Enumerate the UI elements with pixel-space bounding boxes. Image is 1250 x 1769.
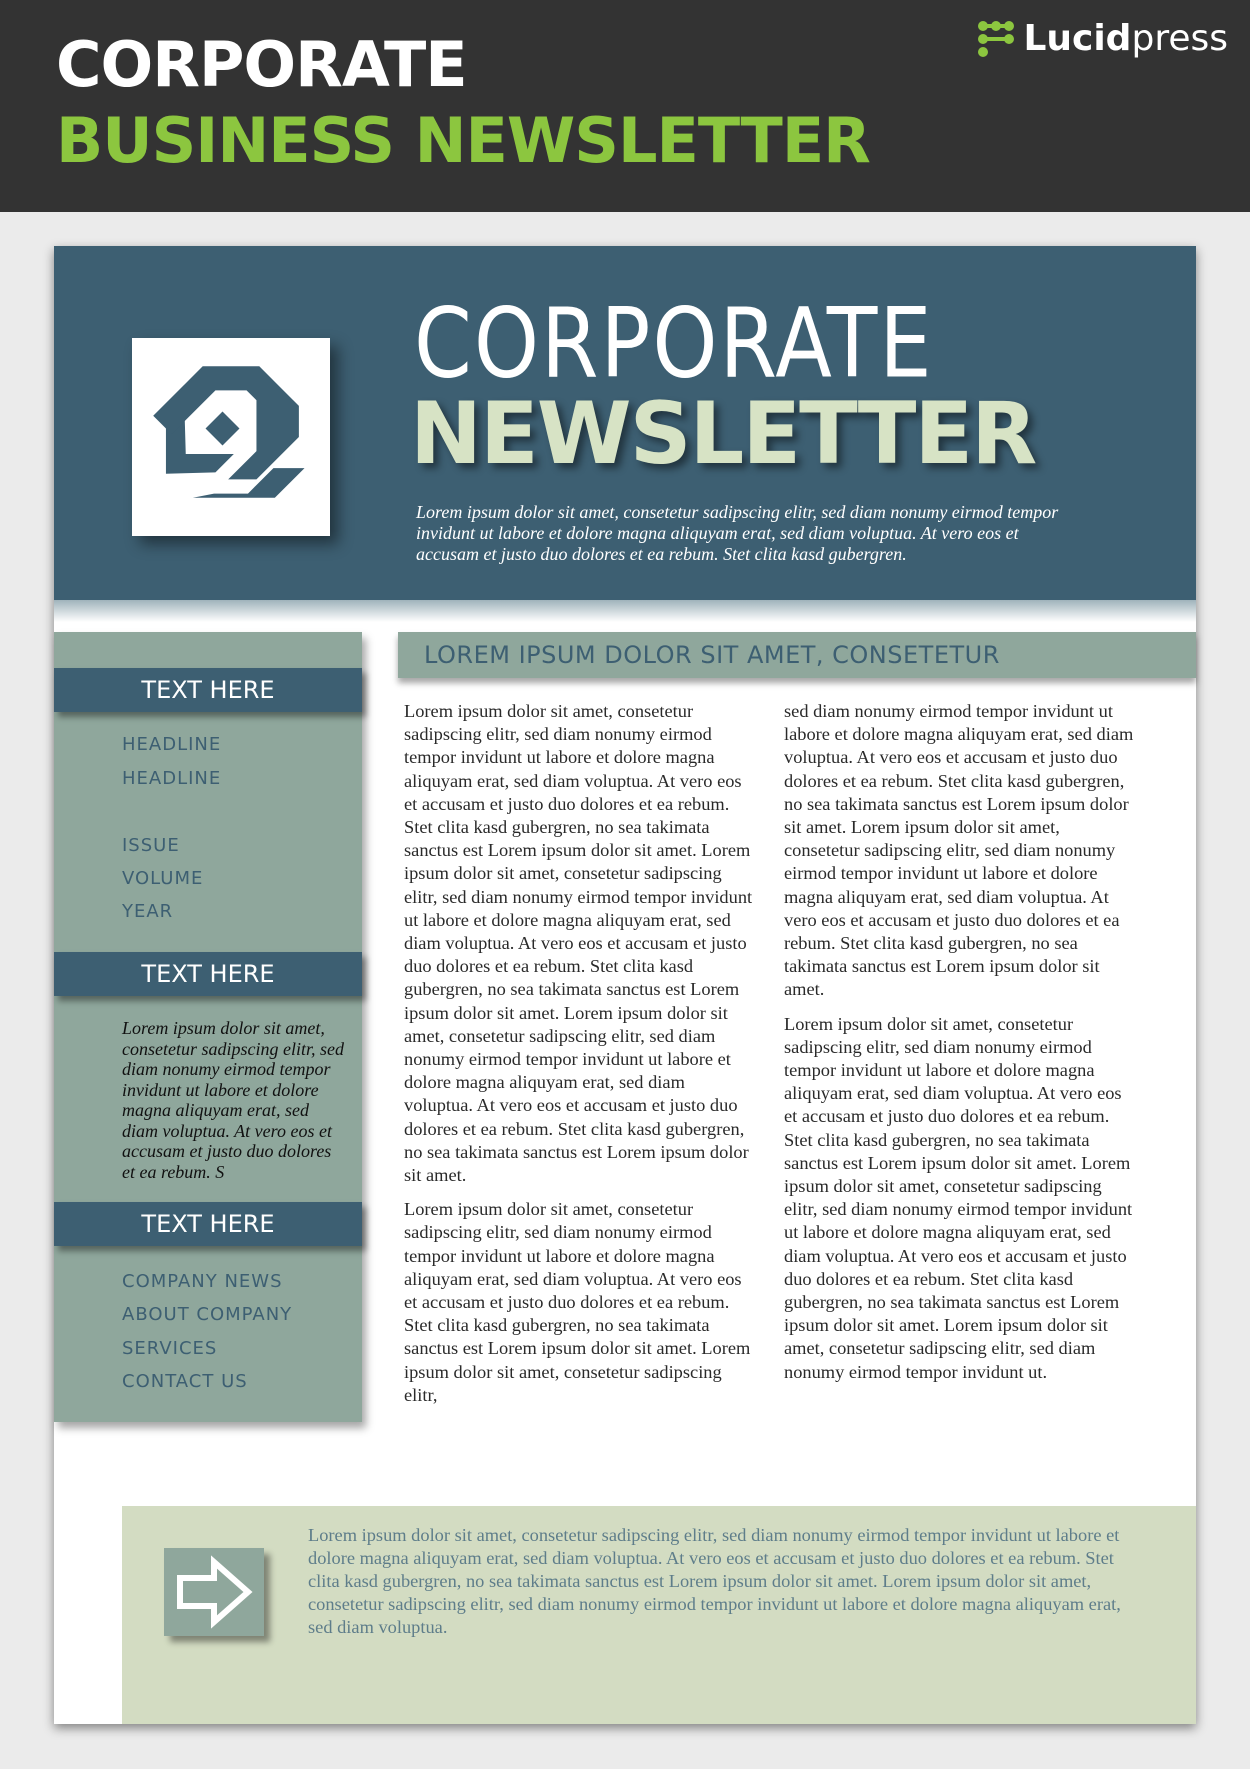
callout-box bbox=[122, 1506, 1196, 1724]
article-paragraph: sed diam nonumy eirmod tempor invidunt ut labore et dolore magna aliquyam erat, sed diam voluptua. At vero eos et accusam et justo duo dolores et ea rebum. Stet clita kasd gubergren, no sea takimata sanctus est Lorem ipsum dolor sit amet. Lorem ipsum dolor sit amet, consetetur sadipscing elitr, sed diam nonumy eirmod tempor invidunt ut labore et dolore magna aliquyam erat, sed diam voluptua. At vero eos et accusam et justo duo dolores et ea rebum. Stet clita kasd gubergren, no sea takimata sanctus est Lorem ipsum dolor sit amet. bbox=[784, 701, 1134, 1000]
banner-title: CORPORATE bbox=[56, 28, 467, 101]
sidebar-heading-3: TEXT HERE bbox=[54, 1202, 362, 1246]
article-paragraph: Lorem ipsum dolor sit amet, consetetur sadipscing elitr, sed diam nonumy eirmod tempor invidunt ut labore et dolore magna aliquyam erat, sed diam voluptua. At vero eos et accusam et justo duo dolores et ea rebum. Stet clita kasd gubergren, no sea takimata sanctus est Lorem ipsum dolor sit amet. Lorem ipsum dolor sit amet, consetetur sadipscing elitr, sed diam nonumy eirmod tempor invidunt ut labore et dolore magna aliquyam erat, sed diam voluptua. At vero eos et accusam et justo duo dolores et ea rebum. Stet clita kasd gubergren, no sea takimata sanctus est Lorem ipsum dolor sit amet. Lorem ipsum dolor sit amet, consetetur sadipscing elitr, sed diam nonumy eirmod tempor invidunt ut. bbox=[784, 1013, 1133, 1382]
article-paragraph: Lorem ipsum dolor sit amet, consetetur sadipscing elitr, sed diam nonumy eirmod tempor invidunt ut labore et dolore magna aliquyam erat, sed diam voluptua. At vero eos et accusam et justo duo dolores et ea rebum. Stet clita kasd gubergren, no sea takimata sanctus est Lorem ipsum dolor sit amet. Lorem ipsum dolor sit amet, consetetur sadipscing elitr, sed diam nonumy eirmod tempor invidunt ut labore et dolore magna aliquyam erat, sed diam voluptua. At vero eos et accusam et justo duo dolores et ea rebum. Stet clita kasd gubergren, no sea takimata sanctus est Lorem ipsum dolor sit amet. Lorem ipsum dolor sit amet, consetetur sadipscing elitr, sed diam nonumy eirmod tempor invidunt ut labore et dolore magna aliquyam erat, sed diam voluptua. At vero eos et accusam et justo duo dolores et ea rebum. Stet clita kasd gubergren, no sea takimata sanctus est Lorem ipsum dolor sit amet. bbox=[404, 701, 753, 1186]
sidebar-item-headline-1[interactable]: HEADLINE bbox=[122, 734, 222, 755]
article-column-1 bbox=[404, 700, 756, 1418]
company-logo-icon bbox=[132, 338, 330, 536]
article-column-2 bbox=[784, 700, 1136, 1395]
sidebar-item-services[interactable]: SERVICES bbox=[122, 1338, 218, 1359]
newsletter-page bbox=[54, 246, 1196, 1724]
masthead-subtitle: NEWSLETTER bbox=[410, 384, 1036, 484]
masthead bbox=[54, 246, 1196, 600]
sidebar-item-company-news[interactable]: COMPANY NEWS bbox=[122, 1271, 283, 1292]
brand-wordmark: Lucidpress bbox=[1023, 17, 1228, 59]
sidebar-item-volume[interactable]: VOLUME bbox=[122, 868, 204, 889]
arrow-right-icon-graphic bbox=[164, 1548, 264, 1636]
banner-subtitle: BUSINESS NEWSLETTER bbox=[56, 104, 870, 177]
lucidpress-logo-icon bbox=[975, 17, 1017, 59]
arrow-right-icon bbox=[164, 1548, 264, 1636]
sidebar-item-about-company[interactable]: ABOUT COMPANY bbox=[122, 1304, 293, 1325]
masthead-title: CORPORATE bbox=[414, 287, 934, 400]
masthead-divider bbox=[54, 600, 1196, 622]
sidebar-item-headline-2[interactable]: HEADLINE bbox=[122, 768, 222, 789]
masthead-intro: Lorem ipsum dolor sit amet, consetetur sadipscing elitr, sed diam nonumy eirmod tempor invidunt ut labore et dolore magna aliquyam erat, sed diam voluptua. At vero eos et accusam et justo duo dolores et ea rebum. Stet clita kasd gubergren. bbox=[416, 502, 1059, 564]
article-title: LOREM IPSUM DOLOR SIT AMET, CONSETETUR bbox=[398, 632, 1196, 678]
sidebar-heading-1: TEXT HERE bbox=[54, 668, 362, 712]
company-logo bbox=[132, 338, 330, 536]
sidebar-item-issue[interactable]: ISSUE bbox=[122, 835, 180, 856]
callout-text: Lorem ipsum dolor sit amet, consetetur sadipscing elitr, sed diam nonumy eirmod tempor invidunt ut labore et dolore magna aliquyam erat, sed diam voluptua. At vero eos et accusam et justo duo dolores et ea rebum. Stet clita kasd gubergren, no sea takimata sanctus est Lorem ipsum dolor sit amet. Lorem ipsum dolor sit amet, consetetur sadipscing elitr, sed diam nonumy eirmod tempor invidunt ut labore et dolore magna aliquyam erat, sed diam voluptua. bbox=[308, 1525, 1121, 1637]
sidebar-paragraph: Lorem ipsum dolor sit amet, consetetur sadipscing elitr, sed diam nonumy eirmod tempor invidunt ut labore et dolore magna aliquyam erat, sed diam voluptua. At vero eos et accusam et justo duo dolores et ea rebum. S bbox=[122, 1018, 344, 1182]
sidebar-item-year[interactable]: YEAR bbox=[122, 901, 174, 922]
sidebar bbox=[54, 632, 362, 1422]
article-paragraph: Lorem ipsum dolor sit amet, consetetur sadipscing elitr, sed diam nonumy eirmod tempor invidunt ut labore et dolore magna aliquyam erat, sed diam voluptua. At vero eos et accusam et justo duo dolores et ea rebum. Stet clita kasd gubergren, no sea takimata sanctus est Lorem ipsum dolor sit amet. Lorem ipsum dolor sit amet, consetetur sadipscing elitr, bbox=[404, 1199, 751, 1405]
lucidpress-brand[interactable] bbox=[975, 14, 1228, 62]
sidebar-item-contact-us[interactable]: CONTACT US bbox=[122, 1371, 248, 1392]
sidebar-heading-2: TEXT HERE bbox=[54, 952, 362, 996]
top-banner bbox=[0, 0, 1250, 212]
